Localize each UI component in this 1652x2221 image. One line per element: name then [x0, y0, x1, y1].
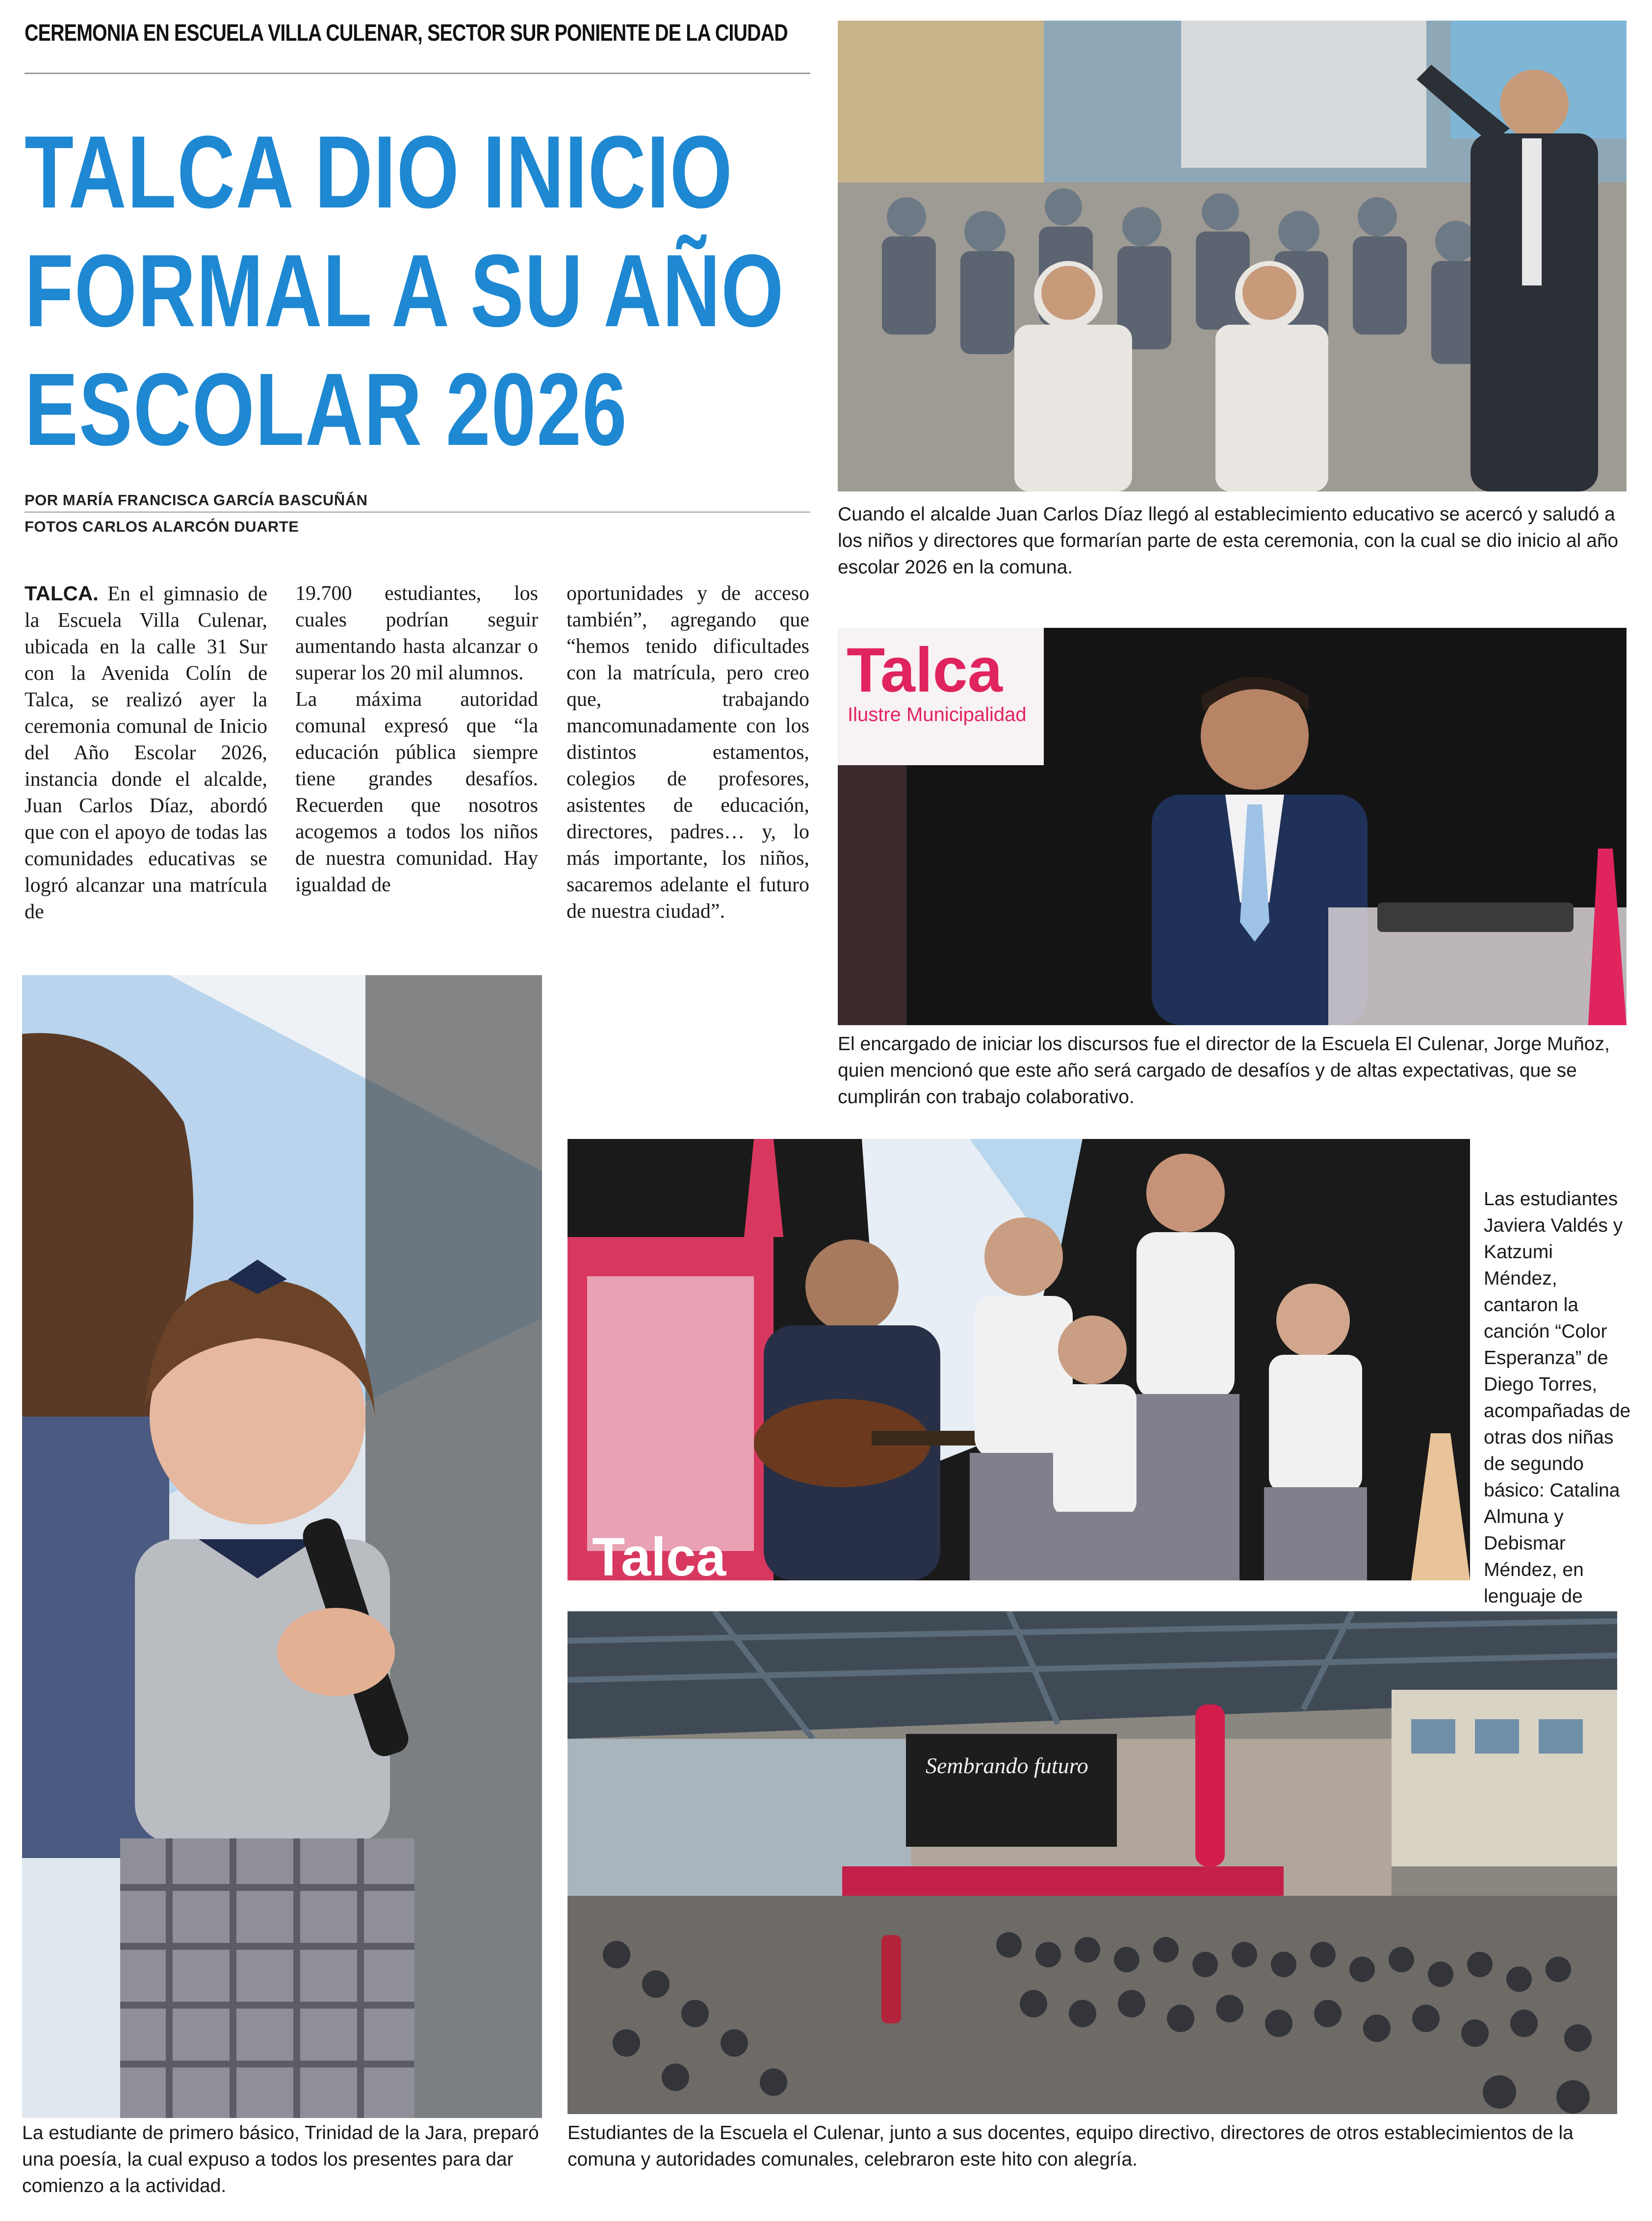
photo-alcalde-image [838, 21, 1626, 491]
photo-director [838, 628, 1626, 1025]
byline-author: POR MARÍA FRANCISCA GARCÍA BASCUÑÁN [25, 491, 368, 509]
gimnasio-banner-text: Sembrando futuro [926, 1753, 1088, 1778]
headline-line-1: TALCA DIO INICIO [25, 114, 733, 230]
byline-photos: FOTOS CARLOS ALARCÓN DUARTE [25, 518, 299, 535]
article-column-3 [567, 580, 809, 925]
kicker-rule [25, 73, 810, 74]
article-col1-text: En el gimnasio de la Escuela Villa Culenar, ubicada en la calle 31 Sur con la Avenida Colín de Talca, se realizó ayer la ceremonia comunal de Inicio del Año Escolar 2026, instancia donde el alcalde, Juan Carlos Díaz, abordó que con el apoyo de todas las comunidades educativas se logró alcanzar una matrícula de [25, 583, 267, 923]
caption-canto: Las estudiantes Javiera Valdés y Katzumi Méndez, cantaron la canción “Color Esperanza” de Diego Torres, acompañadas de otras dos niñas de segundo básico: Catalina Almuna y Debismar Méndez, en lenguaje de [1484, 1188, 1631, 1607]
photo-canto-image [568, 1139, 1470, 1580]
headline-line-3: ESCOLAR 2026 [25, 352, 628, 467]
article-col3-text: oportunidades y de acceso también”, agregando que “hemos tenido dificultades con la matrícula, pero creo que, trabajando mancomunadamente con los distintos estamentos, colegios de profesores, asistentes de educación, directores, padres… y, lo más importante, los niños, sacaremos adelante el futuro de nuestra ciudad”. [567, 582, 809, 923]
director-sign-sub: Ilustre Municipalidad [848, 704, 1027, 725]
headline-line-2: FORMAL A SU AÑO [25, 233, 785, 348]
photo-gimnasio [568, 1611, 1617, 2114]
caption-estudiante: La estudiante de primero básico, Trinidad de la Jara, preparó una poesía, la cual expuso a todos los presentes para dar comienzo a la actividad. [22, 2122, 539, 2196]
caption-director: El encargado de iniciar los discursos fue el director de la Escuela El Culenar, Jorge Muñoz, quien mencionó que este año será cargado de desafíos y de altas expectativas, que se cumplirán con trabajo colaborativo. [838, 1033, 1610, 1108]
headline [25, 113, 790, 469]
caption-gimnasio: Estudiantes de la Escuela el Culenar, junto a sus docentes, equipo directivo, directores de otros establecimientos de la comuna y autoridades comunales, celebraron este hito con alegría. [568, 2122, 1574, 2170]
canto-sign-text: Talca [592, 1527, 726, 1580]
kicker: CEREMONIA EN ESCUELA VILLA CULENAR, SECTOR SUR PONIENTE DE LA CIUDAD [25, 20, 788, 46]
photo-alcalde [838, 21, 1626, 491]
photo-canto [568, 1139, 1470, 1580]
article-col2-para-2: La máxima autoridad comunal expresó que “la educación pública siempre tiene grandes desafíos. Recuerden que nosotros acogemos a todos los niños de nuestra comunidad. Hay igualdad de [295, 688, 538, 896]
byline-rule [25, 512, 810, 513]
photo-director-image [838, 628, 1626, 1025]
director-sign-text: Talca [847, 635, 1003, 705]
article-column-1 [25, 580, 267, 925]
article-column-2 [295, 580, 538, 898]
caption-alcalde: Cuando el alcalde Juan Carlos Díaz llegó al establecimiento educativo se acercó y saludó a los niños y directores que formarían parte de esta ceremonia, con la cual se dio inicio al año escolar 2026 en la comuna. [838, 504, 1619, 578]
article-dateline: TALCA. [25, 582, 99, 605]
article-col2-para-1: 19.700 estudiantes, los cuales podrían seguir aumentando hasta alcanzar o superar los 20 mil alumnos. [295, 582, 538, 684]
photo-gimnasio-image [568, 1611, 1617, 2114]
photo-estudiante-image [22, 975, 542, 2118]
photo-estudiante [22, 975, 542, 2118]
